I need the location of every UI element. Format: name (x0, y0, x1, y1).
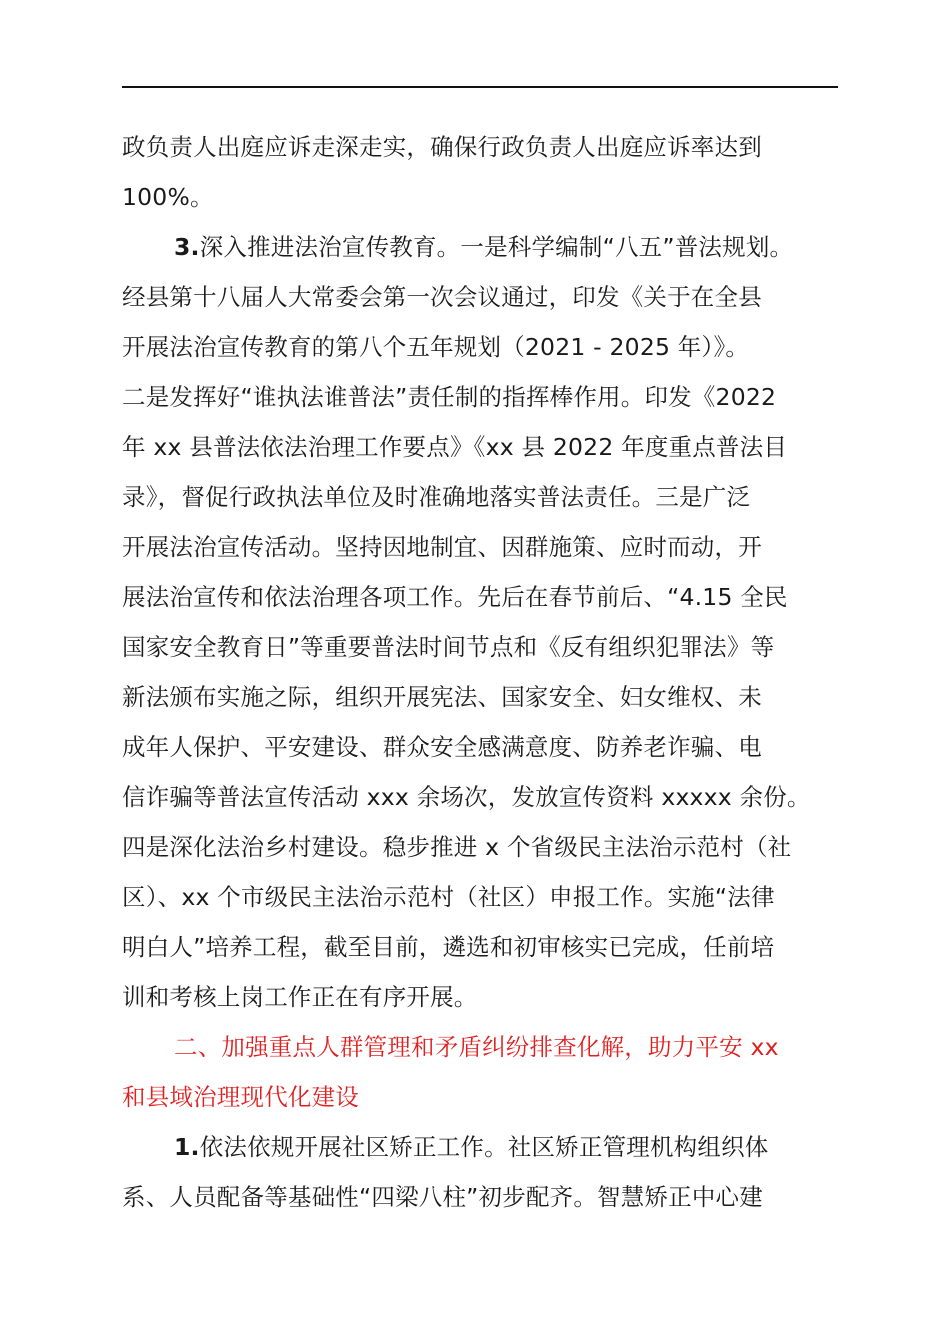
text-line (122, 372, 842, 422)
text-line (122, 922, 842, 972)
text-line (122, 672, 842, 722)
text-line (122, 172, 842, 222)
line-text: 四是深化法治乡村建设。稳步推进 x 个省级民主法治示范村（社 (122, 833, 792, 861)
line-text: 年 xx 县普法依法治理工作要点》《xx 县 2022 年度重点普法目 (122, 433, 788, 461)
line-text: 二是发挥好“谁执法谁普法”责任制的指挥棒作用。印发《2022 (122, 383, 777, 411)
item-number: 3. (174, 233, 200, 261)
text-line (122, 422, 842, 472)
text-line (122, 272, 842, 322)
section-heading (122, 1022, 842, 1072)
line-text: 系、人员配备等基础性“四梁八柱”初步配齐。智慧矫正中心建 (122, 1183, 763, 1211)
paragraph-1-start (122, 1122, 842, 1172)
line-text: 开展法治宣传活动。坚持因地制宜、因群施策、应时而动，开 (122, 533, 762, 561)
line-text: 区）、xx 个市级民主法治示范村（社区）申报工作。实施“法律 (122, 883, 775, 911)
text-line (122, 872, 842, 922)
item-number: 1. (174, 1133, 200, 1161)
text-line (122, 772, 842, 822)
line-text: 100%。 (122, 183, 214, 211)
line-text: 展法治宣传和依法治理各项工作。先后在春节前后、“4.15 全民 (122, 583, 788, 611)
text-line (122, 1172, 842, 1222)
line-text: 经县第十八届人大常委会第一次会议通过，印发《关于在全县 (122, 283, 762, 311)
text-line (122, 572, 842, 622)
line-text: 录》，督促行政执法单位及时准确地落实普法责任。三是广泛 (122, 483, 751, 511)
paragraph-3-start (122, 222, 842, 272)
document-body (122, 122, 842, 1222)
line-text: 新法颁布实施之际，组织开展宪法、国家安全、妇女维权、未 (122, 683, 762, 711)
line-text: 依法依规开展社区矫正工作。社区矫正管理机构组织体 (199, 1133, 769, 1161)
line-text: 训和考核上岗工作正在有序开展。 (122, 983, 478, 1011)
text-line (122, 972, 842, 1022)
text-line (122, 822, 842, 872)
text-line (122, 322, 842, 372)
heading-text: 和县域治理现代化建设 (122, 1083, 359, 1111)
section-heading-continued (122, 1072, 842, 1122)
header-rule (122, 86, 838, 88)
text-line (122, 472, 842, 522)
text-line (122, 722, 842, 772)
line-text: 明白人”培养工程，截至目前，遴选和初审核实已完成，任前培 (122, 933, 775, 961)
text-line (122, 122, 842, 172)
line-text: 信诈骗等普法宣传活动 xxx 余场次，发放宣传资料 xxxxx 余份。 (122, 783, 811, 811)
line-text: 开展法治宣传教育的第八个五年规划（2021 - 2025 年）》。 (122, 333, 750, 361)
text-line (122, 622, 842, 672)
line-text: 成年人保护、平安建设、群众安全感满意度、防养老诈骗、电 (122, 733, 762, 761)
line-text: 国家安全教育日”等重要普法时间节点和《反有组织犯罪法》等 (122, 633, 775, 661)
text-line (122, 522, 842, 572)
line-text: 政负责人出庭应诉走深走实，确保行政负责人出庭应诉率达到 (122, 133, 762, 161)
line-text: 深入推进法治宣传教育。一是科学编制“八五”普法规划。 (199, 233, 794, 261)
heading-text: 二、加强重点人群管理和矛盾纠纷排查化解，助力平安 xx (174, 1033, 779, 1061)
